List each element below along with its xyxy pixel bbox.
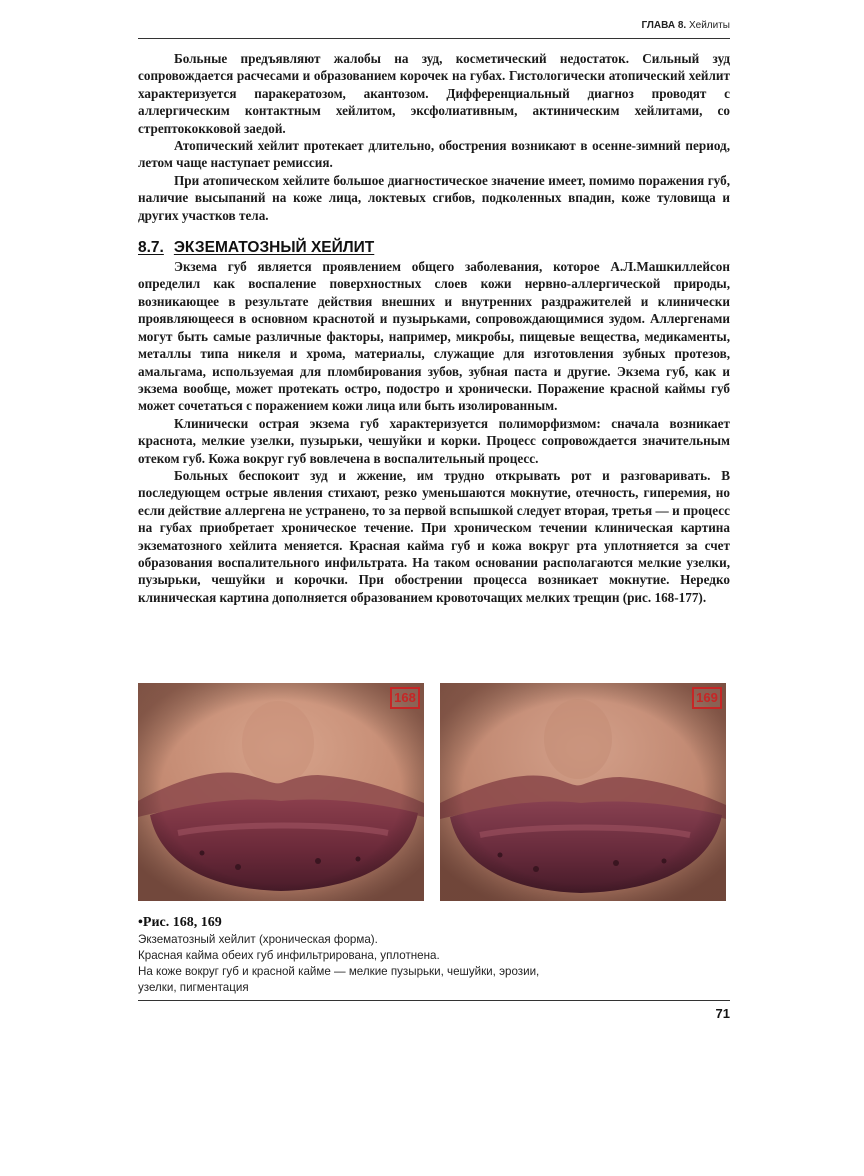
paragraph: Клинически острая экзема губ характеризуется полиморфизмом: сначала возникает краснота, мелкие узелки, пузырьки, чешуйки и корки. Процесс сопровождается значительным отеком губ. Кожа вокруг губ вовлечена в воспалительный процесс. bbox=[138, 415, 730, 466]
caption-line: узелки, пигментация bbox=[138, 981, 249, 994]
caption-title: •Рис. 168, 169 bbox=[138, 915, 222, 930]
lips-photo-image bbox=[440, 683, 726, 901]
chapter-number: ГЛАВА 8. bbox=[641, 20, 687, 31]
figure-caption bbox=[138, 914, 730, 996]
section-number: 8.7. bbox=[138, 239, 164, 257]
figure-number-badge: 169 bbox=[692, 687, 722, 709]
section-title: ЭКЗЕМАТОЗНЫЙ ХЕЙЛИТ bbox=[173, 239, 375, 257]
figure-169-photo bbox=[440, 683, 726, 901]
section-heading bbox=[138, 238, 730, 258]
caption-line: Красная кайма обеих губ инфильтрирована, уплотнена. bbox=[138, 949, 440, 962]
paragraph: Экзема губ является проявлением общего заболевания, которое А.Л.Машкиллейсон определил как воспаление поверхностных слоев кожи нервно-аллергической природы, возникающее в результате действия внешних и внутренних раздражителей и клинически проявляющееся в основном краснотой и пузырьками, сопровождающимися зудом. Аллергенами могут быть самые различные факторы, например, микробы, пищевые вещества, медикаменты, металлы типа никеля и хрома, материалы, служащие для изготовления зубных протезов, амальгама, используемая для пломбирования зубов, зубная паста и другие. Экзема губ, как и экзема вообще, может протекать остро, подостро и хронически. Поражение красной каймы губ может сочетаться с поражением кожи лица или быть изолированным. bbox=[138, 259, 730, 414]
caption-line: На коже вокруг губ и красной кайме — мелкие пузырьки, чешуйки, эрозии, bbox=[138, 965, 540, 978]
paragraph: Больных беспокоит зуд и жжение, им трудно открывать рот и разговаривать. В последующем острые явления стихают, резко уменьшаются мокнутие, отечность, гиперемия, но если действие аллергена не устранено, то за первой вспышкой следует вторая, третья — и процесс на губах приобретает хроническое течение. При хроническом течении клиническая картина экзематозного хейлита меняется. Красная кайма губ и кожа вокруг рта уплотняется за счет образования воспалительного инфильтрата. На таком основании располагаются мелкие узелки, пузырьки, чешуйки и корочки. При обострении процесса возникает мокнутие. Нередко клиническая картина дополняется образованием кровоточащих мелких трещин (рис. 168-177). bbox=[138, 467, 730, 605]
figure-168-photo bbox=[138, 683, 424, 901]
running-header bbox=[641, 20, 730, 31]
figure-number-badge: 168 bbox=[390, 687, 420, 709]
header-rule bbox=[138, 38, 730, 39]
paragraph: Атопический хейлит протекает длительно, обострения возникают в осенне-зимний период, летом чаще наступает ремиссия. bbox=[138, 138, 730, 171]
paragraph: Больные предъявляют жалобы на зуд, косметический недостаток. Сильный зуд сопровождается расчесами и образованием корочек на губах. Гистологически атопический хейлит характеризуется паракератозом, акантозом. Дифференциальный диагноз проводят с аллергическим контактным хейлитом, эксфолиативным, актиническим хейлитами, со стрептококковой заедой. bbox=[138, 51, 730, 136]
caption-line: Экзематозный хейлит (хроническая форма). bbox=[138, 933, 378, 946]
page-number: 71 bbox=[715, 1006, 730, 1021]
footer-rule bbox=[138, 1000, 730, 1001]
paragraph: При атопическом хейлите большое диагностическое значение имеет, помимо поражения губ, наличие высыпаний на коже лица, локтевых сгибов, подколенных впадин, коже туловища и других участков тела. bbox=[138, 172, 730, 223]
body-text bbox=[138, 50, 730, 606]
chapter-title: Хейлиты bbox=[688, 20, 730, 31]
lips-photo-image bbox=[138, 683, 424, 901]
